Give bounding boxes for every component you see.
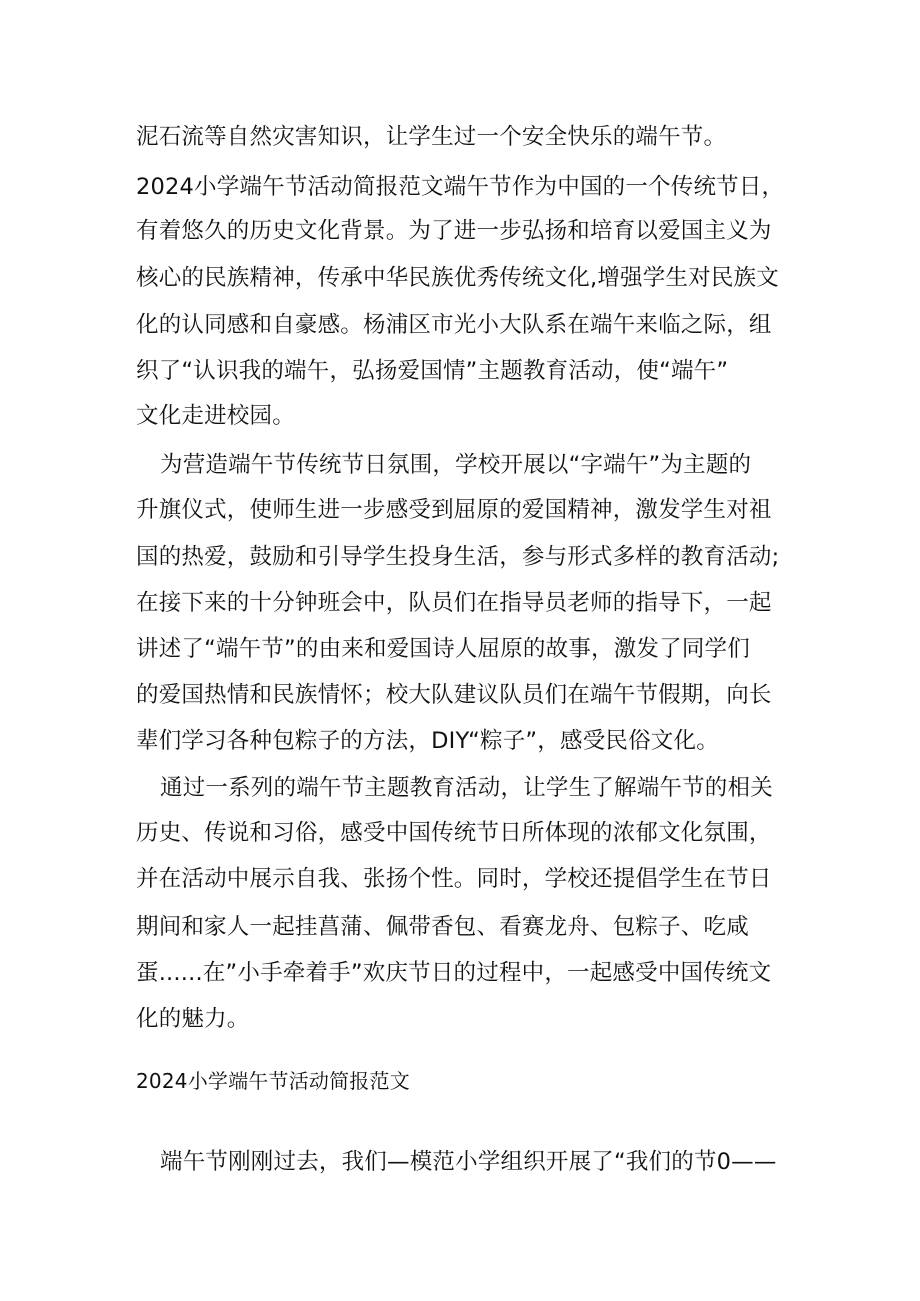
text-line: 泥石流等自然灾害知识，让学生过一个安全快乐的端午节。 (136, 124, 727, 150)
text-line: 期间和家人一起挂菖蒲、佩带香包、看赛龙舟、包粽子、吃咸 (136, 914, 749, 940)
text-line: 辈们学习各种包粽子的方法，DIY“粽子”，感受民俗文化。 (136, 728, 719, 754)
text-line: 化的认同感和自豪感。杨浦区市光小大队系在端午来临之际，组 (136, 312, 772, 338)
text-line: 的爱国热情和民族情怀；校大队建议队员们在端午节假期，向长 (136, 682, 772, 708)
text-line: 核心的民族精神，传承中华民族优秀传统文化,增强学生对民族文 (136, 265, 779, 291)
text-line: 升旗仪式，使师生进一步感受到屈原的爱国精神，激发学生对祖 (136, 497, 772, 523)
text-line: 国的热爱，鼓励和引导学生投身生活，参与形式多样的教育活动; (136, 544, 780, 570)
text-line: 蛋......在”小手牵着手”欢庆节日的过程中，一起感受中国传统文 (136, 960, 772, 986)
text-line: 在接下来的十分钟班会中，队员们在指导员老师的指导下，一起 (136, 590, 772, 616)
text-line: 历史、传说和习俗，感受中国传统节日所体现的浓郁文化氛围， (136, 820, 772, 846)
text-line: 并在活动中展示自我、张扬个性。同时，学校还提倡学生在节日 (136, 866, 772, 892)
text-line: 2024小学端午节活动简报范文端午节作为中国的一个传统节日， (136, 174, 785, 200)
paragraph-start-line: 端午节刚刚过去，我们—模范小学组织开展了“我们的节0—— (160, 1149, 777, 1175)
paragraph-start-line: 为营造端午节传统节日氛围，学校开展以“字端午”为主题的 (160, 452, 752, 478)
text-line: 织了“认识我的端午，弘扬爱国情”主题教育活动，使“端午” (136, 358, 729, 384)
text-line: 讲述了“端午节”的由来和爱国诗人屈原的故事，激发了同学们 (136, 636, 750, 662)
section-title: 2024小学端午节活动简报范文 (136, 1069, 410, 1093)
text-line: 化的魅力。 (136, 1006, 250, 1032)
paragraph-start-line: 通过一系列的端午节主题教育活动，让学生了解端午节的相关 (160, 775, 773, 801)
text-line: 有着悠久的历史文化背景。为了进一步弘扬和培育以爱国主义为 (136, 218, 772, 244)
text-line: 文化走进校园。 (136, 403, 295, 429)
